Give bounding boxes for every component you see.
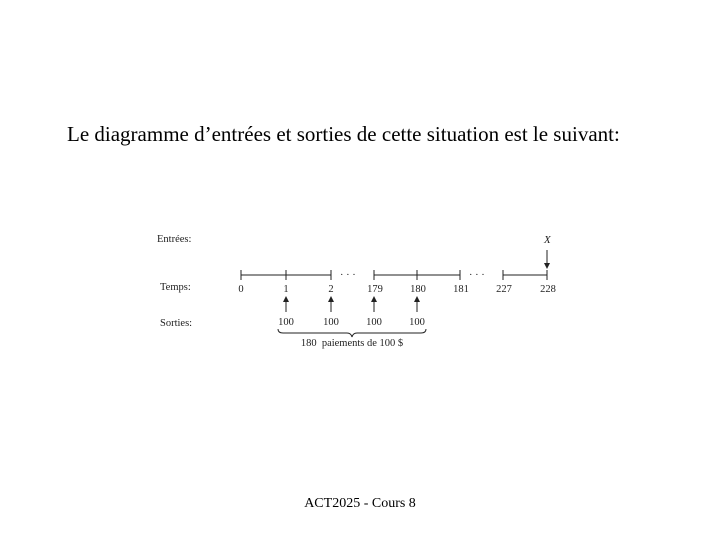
- tick-label: 179: [367, 284, 383, 295]
- label-time: Temps:: [160, 282, 191, 293]
- tick-label: 227: [496, 284, 512, 295]
- payment-amount: 100: [323, 317, 339, 328]
- intro-text: Le diagramme d’entrées et sorties de cette situation est le suivant:: [67, 122, 620, 146]
- timeline-ellipsis-1: · · ·: [340, 270, 356, 281]
- label-entries: Entrées:: [157, 234, 192, 245]
- footer-course-label: ACT2025 - Cours 8: [304, 496, 416, 511]
- payment-amount: 100: [366, 317, 382, 328]
- entry-symbol: X: [544, 234, 551, 246]
- timeline-ellipsis-2: · · ·: [469, 270, 485, 281]
- brace-caption: 180 paiements de 100 $: [300, 338, 404, 349]
- tick-label: 1: [283, 284, 289, 295]
- tick-label: 181: [453, 284, 469, 295]
- tick-label: 0: [238, 284, 244, 295]
- payment-amount: 100: [409, 317, 425, 328]
- tick-label: 228: [540, 284, 556, 295]
- payment-amount: 100: [278, 317, 294, 328]
- payment-brace: [278, 329, 426, 337]
- tick-label: 180: [410, 284, 426, 295]
- label-outflows: Sorties:: [160, 318, 193, 329]
- tick-label: 2: [328, 284, 334, 295]
